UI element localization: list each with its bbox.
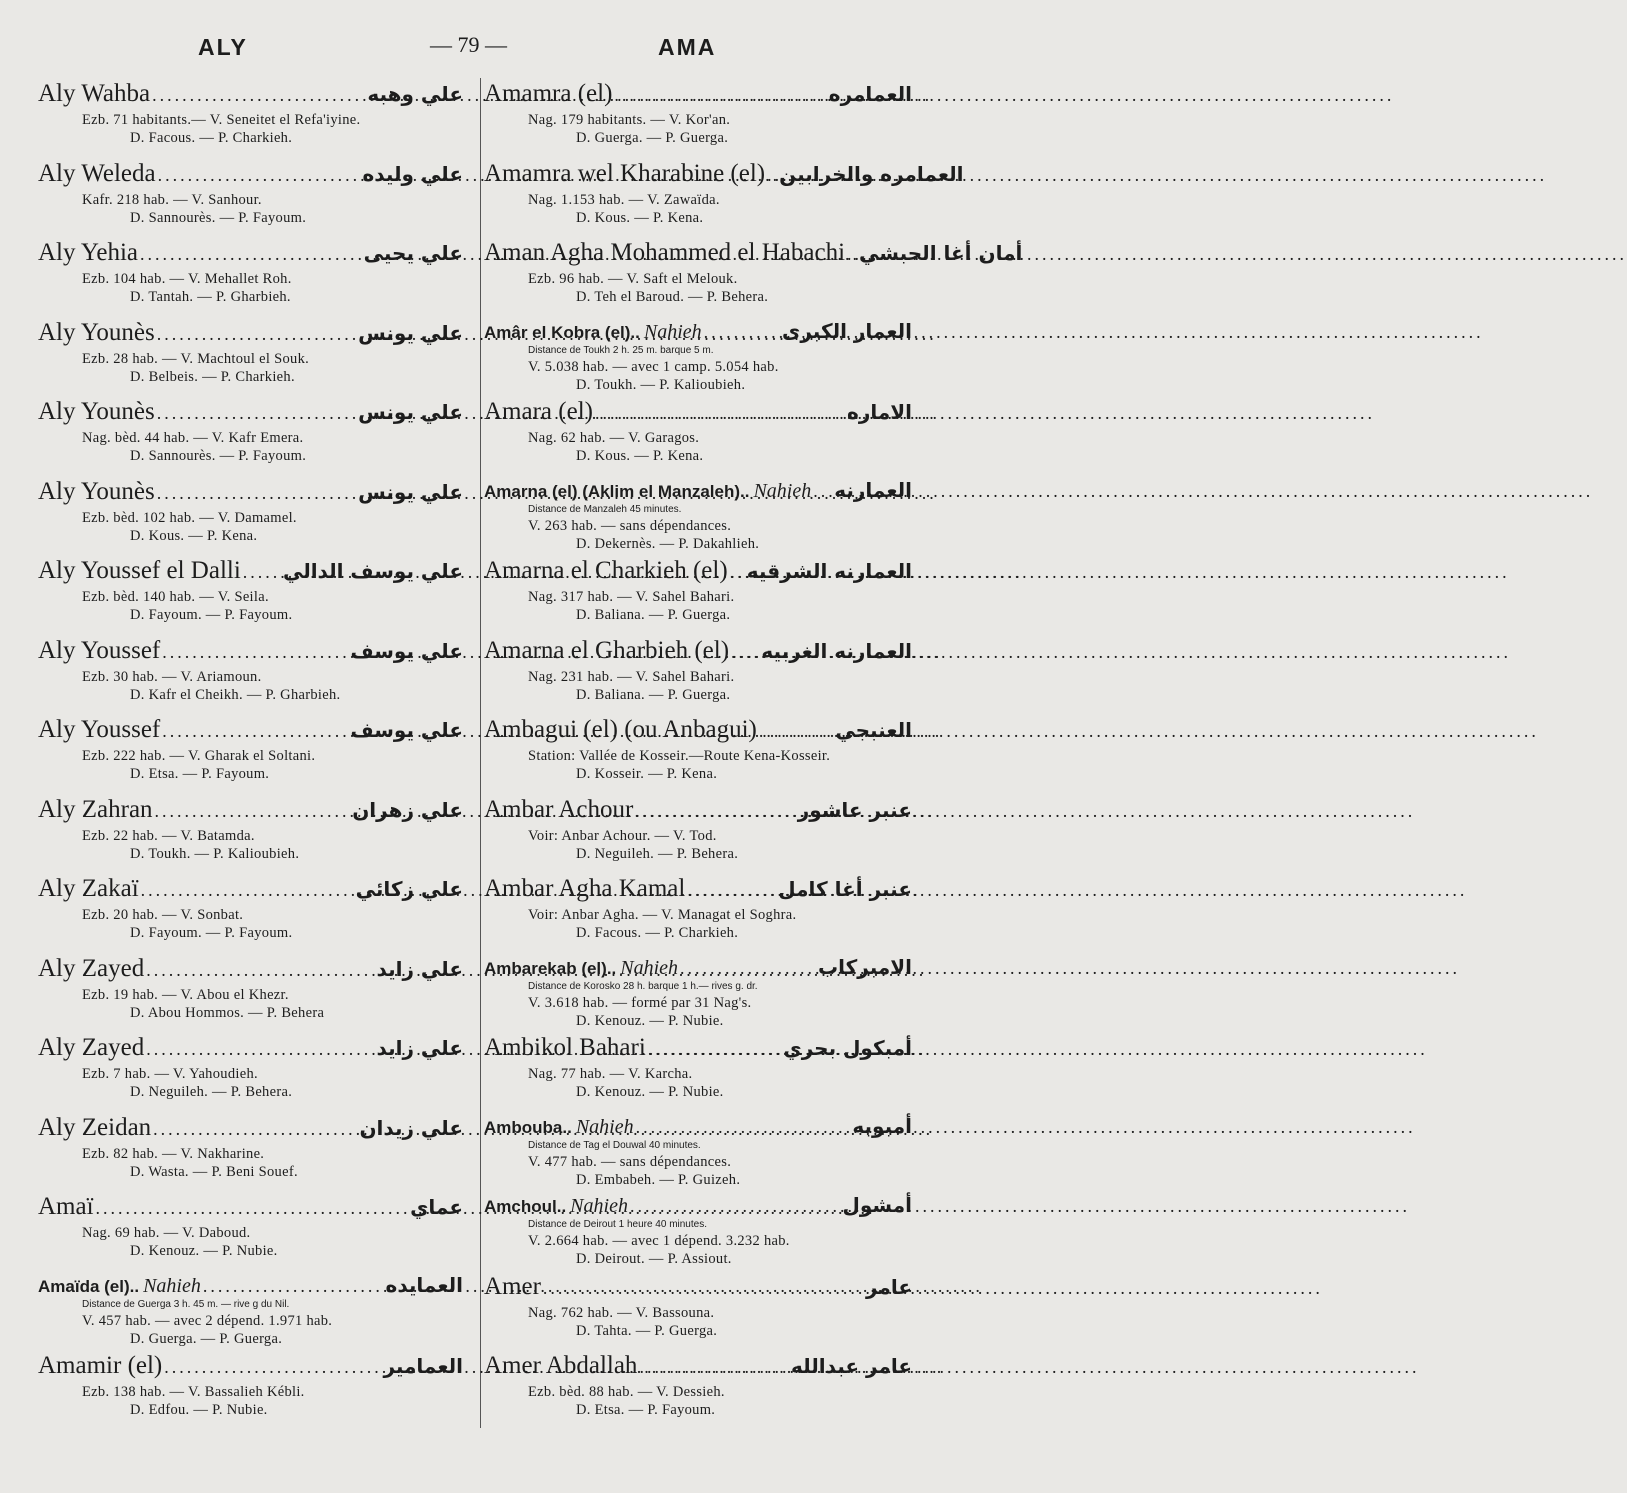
arabic-name: أمبكول بحري — [783, 1036, 912, 1060]
leader-dots — [543, 1278, 864, 1299]
place-name: Amarna (el) (Aklim el Manzaleh).. — [484, 481, 750, 501]
arabic-name: الامبركاب — [818, 954, 912, 979]
entry-heading — [38, 1114, 463, 1146]
entry-district: D. Abou Hommos. — P. Behera — [130, 1004, 325, 1021]
nahieh-label: Nahieh — [620, 956, 679, 979]
running-head-left: ALY — [198, 34, 248, 60]
leader-dots — [162, 642, 348, 663]
entry-district: D. Teh el Baroud. — P. Behera. — [576, 289, 769, 305]
arabic-name: أمبوبه — [852, 1113, 912, 1138]
arabic-name: علي وليده — [362, 161, 463, 186]
entry-district: D. Tantah. — P. Gharbieh. — [130, 289, 291, 305]
arabic-name: أمشول — [842, 1193, 912, 1217]
entry-details: Nag. 77 hab. — V. Karcha. — [528, 1066, 693, 1082]
entry-details: Ezb. bèd. 140 hab. — V. Seila. — [82, 589, 269, 605]
entry-details: V. 5.038 hab. — avec 1 camp. 5.054 hab. — [528, 358, 779, 375]
place-name: Ambouba.. — [484, 1117, 572, 1137]
gazetteer-entry — [484, 1352, 912, 1432]
gazetteer-entry — [484, 796, 912, 876]
leader-dots — [614, 85, 826, 106]
nahieh-label: Nahieh — [753, 479, 812, 502]
place-name: Aly Youssef el Dalli — [38, 557, 241, 584]
leader-dots — [157, 483, 356, 504]
arabic-name: العمارنه الغربيه — [761, 638, 912, 663]
distance-note: Distance de Deirout 1 heure 40 minutes. — [528, 1219, 707, 1230]
gazetteer-entry — [38, 1352, 463, 1432]
entry-district: D. Fayoum. — P. Fayoum. — [130, 925, 293, 941]
entry-details: Ezb. 138 hab. — V. Bassalieh Kébli. — [82, 1384, 305, 1400]
entry-details: Nag. 69 hab. — V. Daboud. — [82, 1225, 251, 1241]
place-name: Amamir (el) — [38, 1352, 163, 1379]
entry-district: D. Sannourès. — P. Fayoum. — [130, 209, 307, 226]
gazetteer-entry — [38, 478, 463, 558]
gazetteer-entry — [38, 1273, 463, 1353]
leader-dots — [162, 721, 348, 742]
entry-district: D. Dekernès. — P. Dakahlieh. — [576, 535, 760, 552]
entry-heading — [484, 159, 964, 192]
place-name: Aly Yehia — [38, 239, 139, 266]
leader-dots — [96, 1198, 409, 1219]
arabic-name: علي يوسف — [350, 718, 463, 742]
gazetteer-entry — [38, 716, 463, 796]
entry-district: D. Belbeis. — P. Charkieh. — [130, 368, 295, 385]
leader-dots — [157, 403, 356, 424]
leader-dots — [680, 958, 816, 979]
entry-district: D. Kenouz. — P. Nubie. — [576, 1012, 724, 1029]
arabic-name: العمامير — [383, 1354, 463, 1378]
left-column — [38, 80, 463, 1432]
place-name: Aly Wahba — [38, 80, 151, 107]
entry-details: Ezb. 22 hab. — V. Batamda. — [82, 827, 255, 844]
entry-heading — [38, 319, 463, 351]
entry-details: Nag. 1.153 hab. — V. Zawaïda. — [528, 191, 720, 208]
arabic-name: علي يونس — [358, 400, 463, 424]
gazetteer-entry — [484, 478, 912, 558]
place-name: Amaï — [38, 1193, 94, 1220]
leader-dots — [636, 1117, 851, 1138]
leader-dots — [155, 801, 351, 822]
running-head-right: AMA — [658, 34, 717, 60]
arabic-name: عنبر عاشور — [797, 797, 912, 822]
entry-details: Ezb. bèd. 88 hab. — V. Dessieh. — [528, 1384, 725, 1400]
entry-details: Ezb. bèd. 102 hab. — V. Damamel. — [82, 509, 297, 526]
entry-district: D. Tahta. — P. Guerga. — [576, 1322, 718, 1339]
arabic-name: العمارنه الشرقيه — [746, 559, 912, 583]
leader-dots — [635, 801, 795, 822]
arabic-name: علي زايد — [376, 956, 463, 981]
arabic-name: علي يحيى — [363, 241, 463, 265]
page-number: — 79 — — [430, 32, 507, 57]
leader-dots — [203, 1276, 384, 1297]
entry-details: Kafr. 218 hab. — V. Sanhour. — [82, 191, 262, 208]
entry-district: D. Etsa. — P. Fayoum. — [130, 766, 270, 782]
leader-dots — [243, 562, 281, 583]
arabic-name: العمامره والخرابين — [779, 161, 964, 186]
entry-details: Nag. 62 hab. — V. Garagos. — [528, 430, 700, 446]
entry-details: Ezb. 104 hab. — V. Mehallet Roh. — [82, 271, 292, 287]
entry-details: V. 263 hab. — sans dépendances. — [528, 517, 732, 534]
entry-district: D. Etsa. — P. Fayoum. — [576, 1402, 716, 1418]
entry-district: D. Kenouz. — P. Nubie. — [130, 1243, 278, 1259]
entry-district: D. Toukh. — P. Kalioubieh. — [130, 845, 300, 862]
place-name: Amarna el Gharbieh (el) — [484, 636, 730, 664]
gazetteer-entry — [38, 1114, 463, 1194]
entry-details: V. 477 hab. — sans dépendances. — [528, 1153, 732, 1170]
entry-details: Nag. 179 habitants. — V. Kor'an. — [528, 112, 731, 128]
arabic-name: علي زيدان — [359, 1115, 463, 1140]
leader-dots — [847, 244, 857, 265]
gazetteer-entry — [484, 398, 912, 478]
gazetteer-entry — [484, 319, 912, 399]
arabic-name: أمان أغا الحبشي — [859, 241, 1023, 265]
nahieh-label: Nahieh — [643, 320, 702, 343]
entry-heading — [38, 557, 463, 589]
gazetteer-entry — [484, 557, 912, 637]
entry-details: V. 3.618 hab. — formé par 31 Nag's. — [528, 994, 752, 1011]
entry-district: D. Fayoum. — P. Fayoum. — [130, 607, 293, 623]
leader-dots — [595, 403, 845, 424]
place-name: Amer — [484, 1272, 541, 1300]
arabic-name: علي يونس — [358, 479, 463, 504]
gazetteer-entry — [38, 239, 463, 319]
arabic-name: العمارنه — [834, 477, 912, 502]
entry-details: Ezb. 28 hab. — V. Machtoul el Souk. — [82, 350, 310, 367]
leader-dots — [146, 960, 374, 981]
nahieh-label: Nahieh — [570, 1195, 628, 1217]
entry-district: D. Guerga. — P. Guerga. — [130, 1330, 283, 1347]
gazetteer-entry — [484, 1273, 912, 1353]
distance-note: Distance de Manzaleh 45 minutes. — [528, 503, 682, 515]
place-name: Aly Youssef — [38, 716, 161, 743]
entry-district: D. Kenouz. — P. Nubie. — [576, 1084, 724, 1100]
gazetteer-entry — [484, 637, 912, 717]
place-name: Amer Abdallah — [484, 1352, 638, 1379]
entry-district: D. Kous. — P. Kena. — [576, 209, 704, 226]
distance-note: Distance de Toukh 2 h. 25 m. barque 5 m. — [528, 344, 714, 356]
leader-dots — [140, 244, 362, 265]
place-name: Amamra (el) — [484, 80, 613, 107]
entry-details: Ezb. 82 hab. — V. Nakharine. — [82, 1145, 265, 1162]
place-name: Amarna el Charkieh (el) — [484, 557, 728, 584]
entry-district: D. Kafr el Cheikh. — P. Gharbieh. — [130, 686, 341, 703]
arabic-name: علي يوسف الدالي — [282, 559, 463, 583]
entry-details: Ezb. 222 hab. — V. Gharak el Soltani. — [82, 748, 316, 764]
entry-heading — [484, 398, 912, 430]
gazetteer-entry — [484, 1034, 912, 1114]
gazetteer-entry — [38, 955, 463, 1035]
gazetteer-entry — [484, 239, 1023, 319]
gazetteer-entry — [38, 637, 463, 717]
place-name: Amaïda (el).. — [38, 1276, 140, 1296]
entry-heading — [484, 875, 912, 907]
distance-note: Distance de Guerga 3 h. 45 m. — rive g du Nil. — [82, 1298, 290, 1310]
place-name: Ambikol Bahari — [484, 1034, 646, 1061]
entry-details: Station: Vallée de Kosseir.—Route Kena-Kosseir. — [528, 748, 831, 764]
leader-dots — [731, 642, 759, 663]
gazetteer-entry — [38, 160, 463, 240]
gazetteer-entry — [484, 159, 964, 240]
entry-district: D. Neguileh. — P. Behera. — [576, 845, 739, 862]
entry-details: Ezb. 19 hab. — V. Abou el Khezr. — [82, 986, 289, 1003]
entry-heading — [484, 1034, 912, 1066]
place-name: Amara (el) — [484, 398, 593, 425]
entry-heading — [38, 1193, 463, 1225]
place-name: Aly Zeidan — [38, 1113, 152, 1141]
entry-details: Ezb. 30 hab. — V. Ariamoun. — [82, 668, 262, 685]
entry-heading — [38, 239, 463, 271]
leader-dots — [158, 165, 361, 186]
place-name: Ambarekab (el).. — [484, 958, 617, 978]
gazetteer-entry — [484, 1193, 912, 1273]
entry-heading — [484, 557, 912, 589]
place-name: Aly Youssef — [38, 636, 161, 664]
place-name: Ambagui (el) (ou Anbagui) — [484, 716, 757, 743]
entry-district: D. Sannourès. — P. Fayoum. — [130, 448, 307, 464]
entry-heading — [484, 716, 912, 748]
place-name: Ambar Achour — [484, 795, 634, 823]
entry-district: D. Facous. — P. Charkieh. — [130, 130, 293, 146]
entry-details: Nag. bèd. 44 hab. — V. Kafr Emera. — [82, 430, 304, 446]
gazetteer-entry — [38, 319, 463, 399]
place-name: Aly Younès — [38, 477, 155, 505]
leader-dots — [157, 324, 356, 345]
entry-details: Voir: Anbar Agha. — V. Managat el Soghra. — [528, 907, 797, 923]
entry-heading — [484, 1352, 912, 1384]
entry-district: D. Baliana. — P. Guerga. — [576, 607, 731, 623]
leader-dots — [630, 1196, 841, 1217]
gazetteer-entry — [484, 955, 912, 1035]
entry-heading — [38, 160, 463, 192]
place-name: Aly Zayed — [38, 1034, 145, 1061]
gazetteer-entry — [38, 398, 463, 478]
entry-heading — [484, 637, 912, 669]
entry-heading — [38, 637, 463, 669]
gazetteer-entry — [484, 875, 912, 955]
place-name: Amâr el Kobra (el).. — [484, 322, 640, 342]
entry-details: Ezb. 7 hab. — V. Yahoudieh. — [82, 1066, 258, 1082]
arabic-name: علي يوسف — [350, 638, 463, 663]
leader-dots — [813, 481, 832, 502]
entry-heading — [38, 80, 463, 112]
entry-district: D. Toukh. — P. Kalioubieh. — [576, 376, 746, 393]
leader-dots — [648, 1039, 782, 1060]
entry-details: Voir: Anbar Achour. — V. Tod. — [528, 827, 717, 844]
leader-dots — [141, 880, 354, 901]
gazetteer-entry — [38, 875, 463, 955]
entry-district: D. Wasta. — P. Beni Souef. — [130, 1163, 298, 1180]
entry-heading — [38, 955, 463, 987]
place-name: Aly Weleda — [38, 159, 156, 187]
place-name: Aman Agha Mohammed el Habachi — [484, 239, 846, 266]
arabic-name: عنبر أغا كامل — [778, 877, 912, 901]
place-name: Aly Younès — [38, 318, 155, 346]
place-name: Aly Zakaï — [38, 875, 139, 902]
nahieh-label: Nahieh — [575, 1115, 634, 1138]
gazetteer-entry — [484, 716, 912, 796]
leader-dots — [767, 165, 777, 186]
entry-details: Ezb. 96 hab. — V. Saft el Melouk. — [528, 271, 738, 287]
gazetteer-entry — [38, 1193, 463, 1273]
entry-heading — [38, 875, 463, 907]
gazetteer-entry — [38, 796, 463, 876]
arabic-name: العمامره — [828, 82, 912, 106]
entry-details: Nag. 231 hab. — V. Sahel Bahari. — [528, 668, 735, 685]
entry-details: V. 457 hab. — avec 2 dépend. 1.971 hab. — [82, 1312, 333, 1329]
arabic-name: علي وهبه — [367, 82, 463, 106]
page-header — [0, 28, 1000, 68]
place-name: Ambar Agha Kamal — [484, 875, 686, 902]
place-name: Amamra wel Kharabine (el) — [484, 159, 766, 187]
leader-dots — [153, 1119, 357, 1140]
entry-district: D. Kous. — P. Kena. — [130, 527, 258, 544]
leader-dots — [730, 562, 745, 583]
entry-district: D. Deirout. — P. Assiout. — [576, 1251, 732, 1267]
entry-heading — [38, 398, 463, 430]
gazetteer-entry — [38, 1034, 463, 1114]
entry-district: D. Guerga. — P. Guerga. — [576, 130, 729, 146]
entry-heading — [484, 1273, 912, 1305]
gazetteer-entry — [38, 557, 463, 637]
entry-heading — [484, 796, 912, 828]
arabic-name: العنبجي — [835, 718, 912, 742]
distance-note: Distance de Korosko 28 h. barque 1 h.— rives g. dr. — [528, 980, 758, 992]
leader-dots — [759, 721, 834, 742]
place-name: Aly Zayed — [38, 954, 145, 982]
right-column — [484, 80, 1023, 1432]
entry-district: D. Kous. — P. Kena. — [576, 448, 704, 464]
entry-details: Nag. 317 hab. — V. Sahel Bahari. — [528, 589, 735, 605]
entry-district: D. Embabeh. — P. Guizeh. — [576, 1171, 741, 1188]
entry-district: D. Facous. — P. Charkieh. — [576, 925, 739, 941]
leader-dots — [164, 1357, 381, 1378]
arabic-name: علي يونس — [358, 320, 463, 345]
column-divider — [480, 78, 481, 1428]
gazetteer-entry — [38, 80, 463, 160]
arabic-name: عامر — [866, 1274, 912, 1299]
arabic-name: علي زكائي — [355, 877, 463, 901]
entry-district: D. Baliana. — P. Guerga. — [576, 686, 731, 703]
arabic-name: العمار الكبرى — [782, 318, 912, 343]
nahieh-label: Nahieh — [143, 1274, 201, 1297]
entry-heading — [38, 1034, 463, 1066]
entry-details: V. 2.664 hab. — avec 1 dépend. 3.232 hab. — [528, 1233, 790, 1249]
entry-heading — [38, 796, 463, 828]
leader-dots — [687, 880, 776, 901]
arabic-name: الاماره — [847, 400, 912, 424]
place-name: Amchoul.. — [484, 1197, 567, 1216]
entry-heading — [484, 239, 1023, 271]
place-name: Aly Younès — [38, 398, 155, 425]
gazetteer-entry — [484, 80, 912, 160]
entry-details: Ezb. 20 hab. — V. Sonbat. — [82, 907, 244, 923]
entry-district: D. Kosseir. — P. Kena. — [576, 766, 718, 782]
entry-heading — [38, 716, 463, 748]
entry-details: Nag. 762 hab. — V. Bassouna. — [528, 1304, 715, 1321]
arabic-name: علي زهران — [352, 797, 463, 822]
place-name: Aly Zahran — [38, 795, 153, 823]
arabic-name: عماي — [410, 1195, 463, 1219]
entry-heading — [484, 80, 912, 112]
leader-dots — [146, 1039, 374, 1060]
entry-heading — [38, 1352, 463, 1384]
entry-district: D. Neguileh. — P. Behera. — [130, 1084, 293, 1100]
entry-details: Ezb. 71 habitants.— V. Seneitet el Refa'iyine. — [82, 112, 361, 128]
leader-dots — [704, 322, 780, 343]
leader-dots — [152, 85, 365, 106]
arabic-name: العمايده — [385, 1272, 463, 1297]
distance-note: Distance de Tag el Douwal 40 minutes. — [528, 1139, 701, 1151]
arabic-name: علي زايد — [376, 1036, 463, 1060]
gazetteer-entry — [484, 1114, 912, 1194]
entry-district: D. Edfou. — P. Nubie. — [130, 1402, 268, 1418]
arabic-name: عامر عبدالله — [791, 1354, 912, 1378]
entry-heading — [38, 478, 463, 510]
leader-dots — [639, 1357, 789, 1378]
